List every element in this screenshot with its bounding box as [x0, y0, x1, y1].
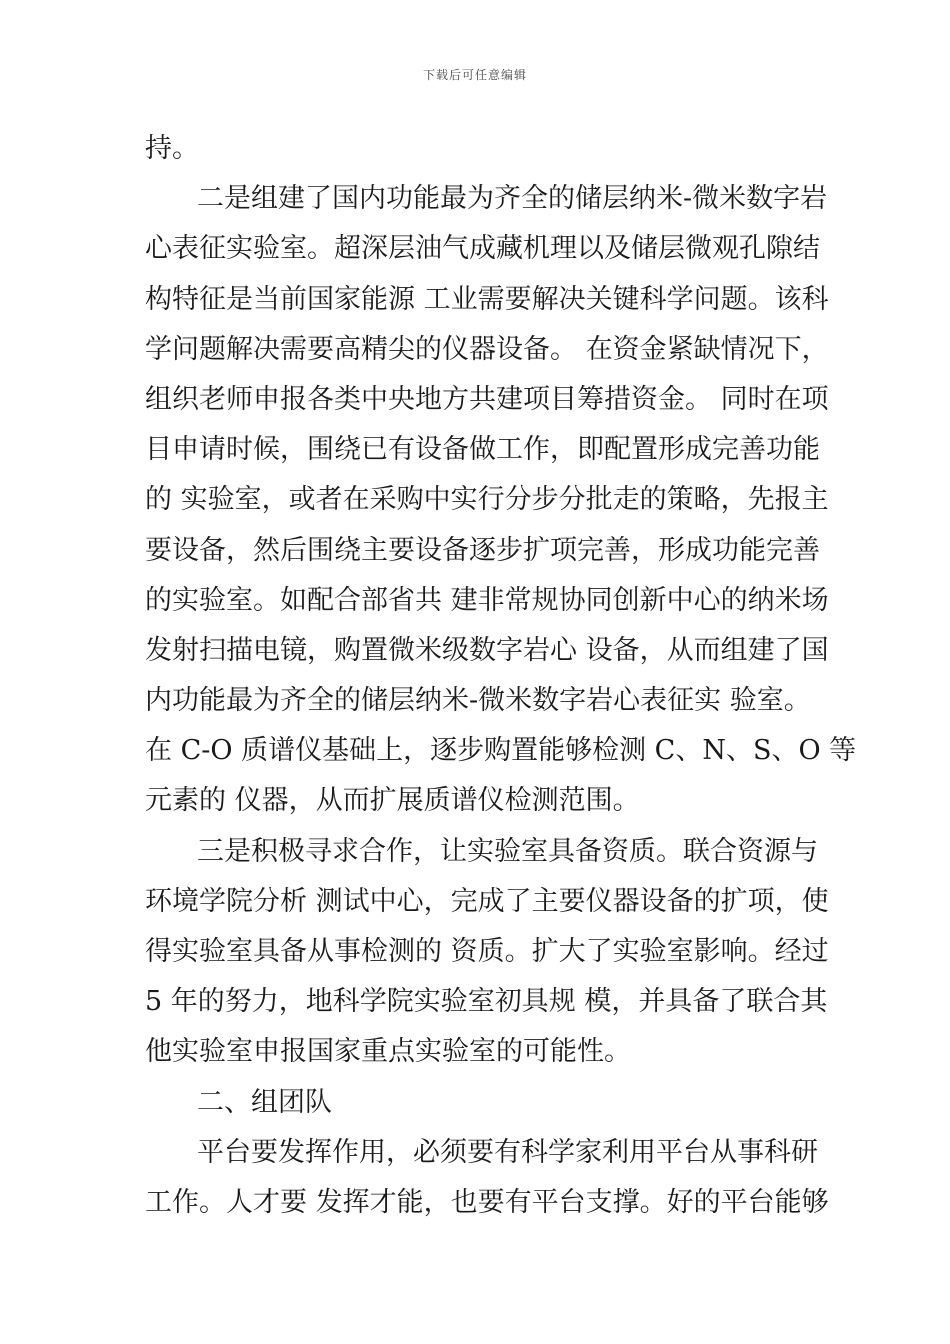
paragraph-start-line: 二是组建了国内功能最为齐全的储层纳米-微米数字岩	[197, 183, 828, 215]
text-line: 在 C-O 质谱仪基础上，逐步购置能够检测 C、N、S、O 等	[145, 735, 857, 767]
paragraph-start-line: 三是积极寻求合作，让实验室具备资质。联合资源与	[197, 835, 818, 867]
text-line: 心表征实验室。超深层油气成藏机理以及储层微观孔隙结	[145, 233, 820, 265]
text-line: 发射扫描电镜，购置微米级数字岩心 设备，从而组建了国	[145, 634, 829, 666]
text-line: 内功能最为齐全的储层纳米-微米数字岩心表征实 验室。	[145, 685, 811, 717]
text-line: 的 实验室，或者在采购中实行分步分批走的策略，先报主	[145, 484, 829, 516]
text-line: 学问题解决需要高精尖的仪器设备。 在资金紧缺情况下，	[145, 333, 829, 365]
text-line: 5 年的努力，地科学院实验室初具规 模，并具备了联合其	[145, 986, 828, 1018]
document-body	[145, 124, 857, 1228]
text-line: 持。	[145, 133, 199, 164]
text-line: 目申请时候，围绕已有设备做工作，即配置形成完善功能	[145, 434, 820, 466]
paragraph-start-line: 平台要发挥作用，必须要有科学家利用平台从事科研	[197, 1136, 818, 1168]
text-line: 得实验室具备从事检测的 资质。扩大了实验室影响。经过	[145, 936, 829, 967]
text-line: 要设备，然后围绕主要设备逐步扩项完善，形成功能完善	[145, 534, 820, 566]
text-line: 他实验室申报国家重点实验室的可能性。	[145, 1036, 631, 1068]
text-line: 环境学院分析 测试中心，完成了主要仪器设备的扩项，使	[145, 885, 829, 917]
text-line: 元素的 仪器，从而扩展质谱仪检测范围。	[145, 785, 640, 817]
section-heading: 二、组团队	[197, 1086, 332, 1118]
text-line: 的实验室。如配合部省共 建非常规协同创新中心的纳米场	[145, 584, 829, 616]
text-line: 构特征是当前国家能源 工业需要解决关键科学问题。该科	[145, 283, 829, 315]
text-line: 组织老师申报各类中央地方共建项目筹措资金。 同时在项	[145, 383, 829, 415]
text-line: 工作。人才要 发挥才能，也要有平台支撑。好的平台能够	[145, 1186, 829, 1218]
page-header: 下载后可任意编辑	[422, 68, 527, 82]
